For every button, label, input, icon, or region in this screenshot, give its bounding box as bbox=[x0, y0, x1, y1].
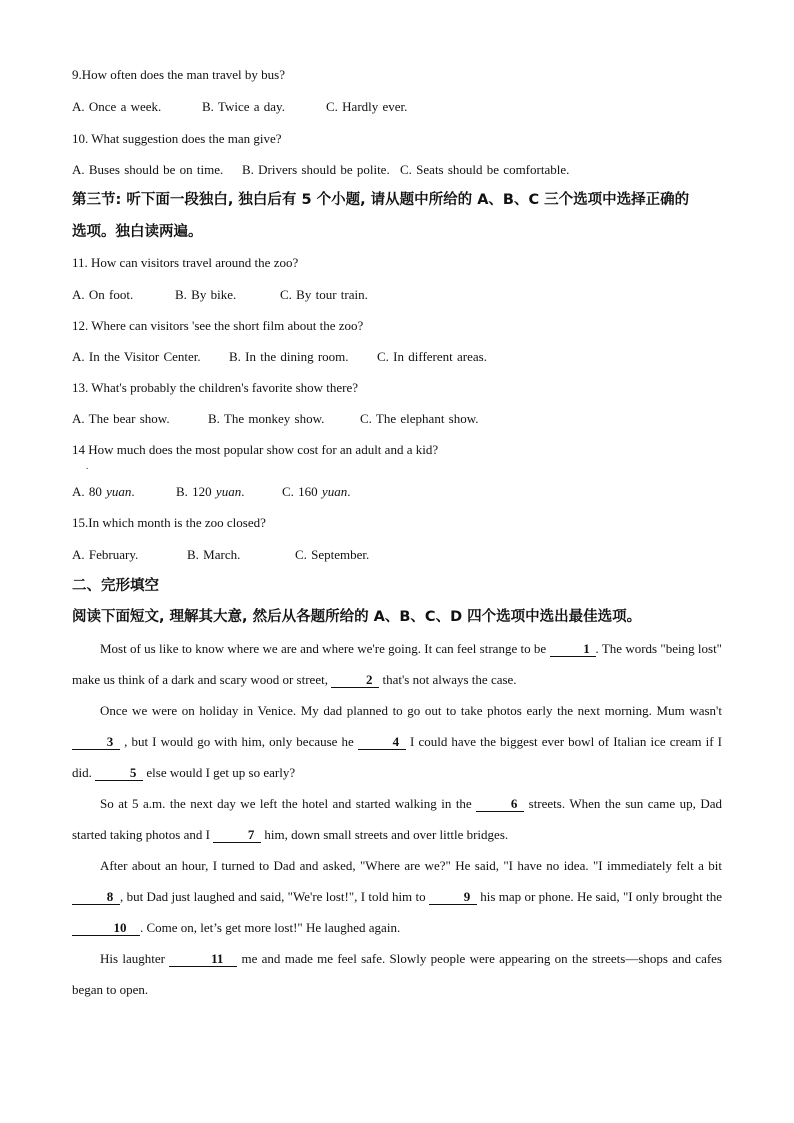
blank-5: 5 bbox=[95, 766, 143, 781]
option-b: B. In the dining room. bbox=[229, 349, 349, 364]
cloze-passage bbox=[72, 633, 722, 1005]
option-b: B. March. bbox=[187, 547, 241, 562]
blank-9: 9 bbox=[429, 890, 477, 905]
option-c: C. By tour train. bbox=[280, 287, 368, 302]
option-c: C. September. bbox=[295, 547, 370, 562]
cloze-instruction: 阅读下面短文, 理解其大意, 然后从各题所给的 A、B、C、D 四个选项中选出最佳选项。 bbox=[72, 609, 642, 625]
option-a: A. Once a week. bbox=[72, 99, 162, 114]
blank-11: 11 bbox=[169, 952, 237, 967]
option-b: B. Twice a day. bbox=[202, 99, 285, 114]
blank-10: 10 bbox=[72, 921, 140, 936]
option-a: A. On foot. bbox=[72, 287, 134, 302]
passage-paragraph-4: After about an hour, I turned to Dad and asked, "Where are we?" He said, "I have no idea. "I immediately felt a bit 8 , but Dad just laughed and said, "We're lost!", I told him to 9 his map or phone. He said, "I only brought the 10 . Come on, let’s get more lost!" He laughed again. bbox=[72, 850, 722, 943]
option-a: A. In the Visitor Center. bbox=[72, 349, 201, 364]
question-14-stem: 14 How much does the most popular show cost for an adult and a kid? bbox=[72, 442, 439, 457]
option-c: C. In different areas. bbox=[377, 349, 487, 364]
blank-2: 2 bbox=[331, 673, 379, 688]
passage-paragraph-2: Once we were on holiday in Venice. My dad planned to go out to take photos early the next morning. Mum wasn't 3 , but I would go with him, only because he 4 I could have the biggest ever bowl of Italian ice cream if I did. 5 else would I get up so early? bbox=[72, 703, 722, 780]
option-b: B. The monkey show. bbox=[208, 411, 325, 426]
question-11-stem: 11. How can visitors travel around the zoo? bbox=[72, 255, 299, 270]
blank-3: 3 bbox=[72, 735, 120, 750]
passage-paragraph-5: His laughter 11 me and made me feel safe. Slowly people were appearing on the streets—shops and cafes began to open. bbox=[72, 951, 722, 997]
question-9-options bbox=[72, 99, 407, 115]
blank-4: 4 bbox=[358, 735, 406, 750]
question-13-options bbox=[72, 411, 479, 427]
stray-dot: . bbox=[86, 461, 89, 471]
question-11-options bbox=[72, 287, 368, 303]
option-c: C. The elephant show. bbox=[360, 411, 479, 426]
option-b: B. By bike. bbox=[175, 287, 237, 302]
section-3-instruction-line1: 第三节: 听下面一段独白, 独白后有 5 个小题, 请从题中所给的 A、B、C 三个选项中选择正确的 bbox=[72, 192, 690, 208]
question-12-stem: 12. Where can visitors 'see the short film about the zoo? bbox=[72, 318, 364, 333]
option-b: B. 120 yuan. bbox=[176, 484, 245, 499]
section-3-instruction-line2: 选项。独白读两遍。 bbox=[72, 224, 203, 240]
question-14-options bbox=[72, 484, 350, 500]
blank-8: 8 bbox=[72, 890, 120, 905]
question-15-options bbox=[72, 547, 369, 563]
question-13-stem: 13. What's probably the children's favorite show there? bbox=[72, 380, 359, 395]
passage-paragraph-1: Most of us like to know where we are and where we're going. It can feel strange to be 1 . The words "being lost" make us think of a dark and scary wood or street, 2 that's not always the case. bbox=[72, 641, 722, 687]
option-a: A. February. bbox=[72, 547, 139, 562]
option-c: C. 160 yuan. bbox=[282, 484, 351, 499]
option-c: C. Seats should be comfortable. bbox=[400, 162, 570, 177]
question-15-stem: 15.In which month is the zoo closed? bbox=[72, 515, 266, 530]
question-9-stem: 9.How often does the man travel by bus? bbox=[72, 67, 286, 82]
cloze-heading: 二、完形填空 bbox=[72, 578, 159, 594]
option-a: A. 80 yuan. bbox=[72, 484, 135, 499]
option-c: C. Hardly ever. bbox=[326, 99, 408, 114]
option-b: B. Drivers should be polite. bbox=[242, 162, 390, 177]
blank-1: 1 bbox=[550, 642, 596, 657]
question-10-options bbox=[72, 162, 569, 178]
question-10-stem: 10. What suggestion does the man give? bbox=[72, 131, 282, 146]
blank-6: 6 bbox=[476, 797, 524, 812]
question-12-options bbox=[72, 349, 487, 365]
passage-paragraph-3: So at 5 a.m. the next day we left the hotel and started walking in the 6 streets. When the sun came up, Dad started taking photos and I 7 him, down small streets and over little bridges. bbox=[72, 796, 722, 842]
option-a: A. The bear show. bbox=[72, 411, 170, 426]
option-a: A. Buses should be on time. bbox=[72, 162, 224, 177]
blank-7: 7 bbox=[213, 828, 261, 843]
